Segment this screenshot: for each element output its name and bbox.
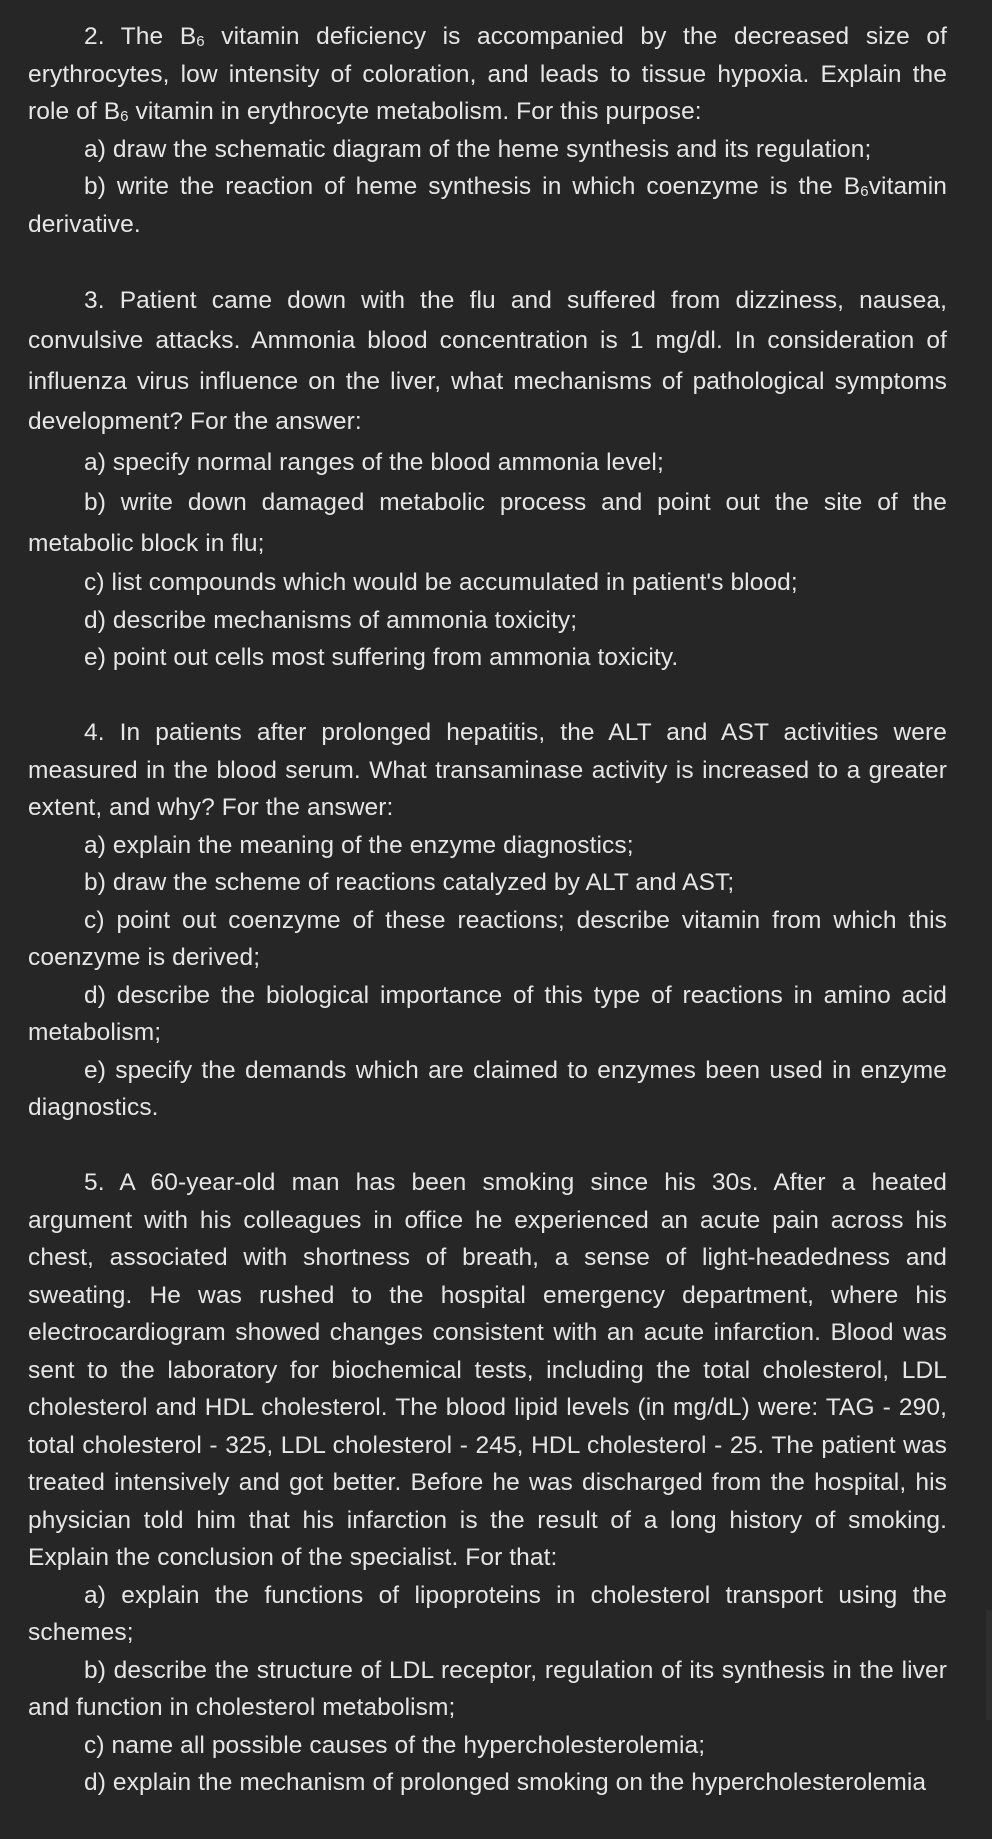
problem-5-intro: 5. A 60-year-old man has been smoking since his 30s. After a heated argument with his colleagues in office he experienced an acute pain across his chest, associated with shortness of breath, a sense of light-headedness and sweating. He was rushed to the hospital emergency department, where his electrocardiogram showed changes consistent with an acute infarction. Blood was sent to the laboratory for biochemical tests, including the total cholesterol, LDL cholesterol and HDL cholesterol. The blood lipid levels (in mg/dL) were: TAG - 290, total cholesterol - 325, LDL cholesterol - 245, HDL cholesterol - 25. The patient was treated intensively and got better. Before he was discharged from the hospital, his physician told him that his infarction is the result of a long history of smoking. Explain the conclusion of the specialist. For that: bbox=[28, 1169, 947, 1571]
problem-4-item-d: d) describe the biological importance of this type of reactions in amino acid metabolism; bbox=[28, 981, 947, 1046]
problem-2-vitamin-subscript-2: 6 bbox=[120, 108, 129, 125]
problem-2-vitamin-letter-2: B bbox=[103, 98, 121, 125]
problem-4-item-c: c) point out coenzyme of these reactions; describe vitamin from which this coenzyme is derived; bbox=[28, 906, 947, 971]
problem-2-item-b-vitamin-letter: B bbox=[843, 173, 861, 200]
problem-3 bbox=[28, 281, 947, 677]
problem-3-intro: 3. Patient came down with the flu and suffered from dizziness, nausea, convulsive attacks. Ammonia blood concentration is 1 mg/dl. In consideration of influenza virus influence on the liver, what mechanisms of pathological symptoms development? For the answer: bbox=[28, 286, 947, 435]
problem-2-intro-text-e: vitamin in erythrocyte metabolism. For this purpose: bbox=[128, 98, 702, 125]
problem-4 bbox=[28, 714, 947, 1127]
problem-3-item-b: b) write down damaged metabolic process and point out the site of the metabolic block in flu; bbox=[28, 489, 947, 557]
problem-2-vitamin-subscript: 6 bbox=[196, 33, 205, 50]
problem-5 bbox=[28, 1164, 947, 1802]
problem-4-item-a: a) explain the meaning of the enzyme diagnostics; bbox=[84, 831, 634, 859]
problem-3-item-d: d) describe mechanisms of ammonia toxicity; bbox=[84, 606, 578, 634]
problem-2-item-b bbox=[28, 168, 947, 243]
problem-5-item-b: b) describe the structure of LDL receptor, regulation of its synthesis in the liver and function in cholesterol metabolism; bbox=[28, 1656, 947, 1721]
problem-2-intro-text-a: 2. The bbox=[84, 23, 180, 50]
problem-3-item-e: e) point out cells most suffering from ammonia toxicity. bbox=[84, 644, 679, 671]
problem-5-item-d: d) explain the mechanism of prolonged smoking on the hypercholesterolemia bbox=[84, 1769, 927, 1796]
problem-4-item-b: b) draw the scheme of reactions catalyzed by ALT and AST; bbox=[84, 869, 735, 896]
problem-4-item-e: e) specify the demands which are claimed to enzymes been used in enzyme diagnostics. bbox=[28, 1056, 947, 1121]
document-body bbox=[28, 18, 947, 1839]
problem-2-item-b-text-a: b) write the reaction of heme synthesis in which coenzyme is the bbox=[84, 173, 844, 200]
problem-3-item-a: a) specify normal ranges of the blood ammonia level; bbox=[84, 448, 664, 476]
problem-3-item-c: c) list compounds which would be accumulated in patient's blood; bbox=[84, 569, 798, 596]
problem-5-item-c: c) name all possible causes of the hypercholesterolemia; bbox=[84, 1731, 706, 1759]
problem-2-intro bbox=[28, 18, 947, 131]
problem-2-item-a: a) draw the schematic diagram of the heme synthesis and its regulation; bbox=[84, 135, 872, 163]
scrollbar-track[interactable] bbox=[986, 1610, 992, 1720]
problem-2-intro-text-c: vitamin deficiency is accompanied by the decreased size of erythrocytes, low intensity of coloration, and leads to tissue hypoxia. Explain the role of bbox=[28, 23, 947, 125]
problem-2-vitamin-letter: B bbox=[179, 23, 197, 50]
problem-2-item-b-text-c: vitamin derivative. bbox=[28, 173, 947, 238]
problem-2 bbox=[28, 18, 947, 243]
problem-5-item-a: a) explain the functions of lipoproteins in cholesterol transport using the schemes; bbox=[28, 1581, 947, 1646]
problem-2-item-b-vitamin-subscript: 6 bbox=[860, 183, 869, 200]
problem-4-intro: 4. In patients after prolonged hepatitis, the ALT and AST activities were measured in the blood serum. What transaminase activity is increased to a greater extent, and why? For the answer: bbox=[28, 719, 947, 821]
